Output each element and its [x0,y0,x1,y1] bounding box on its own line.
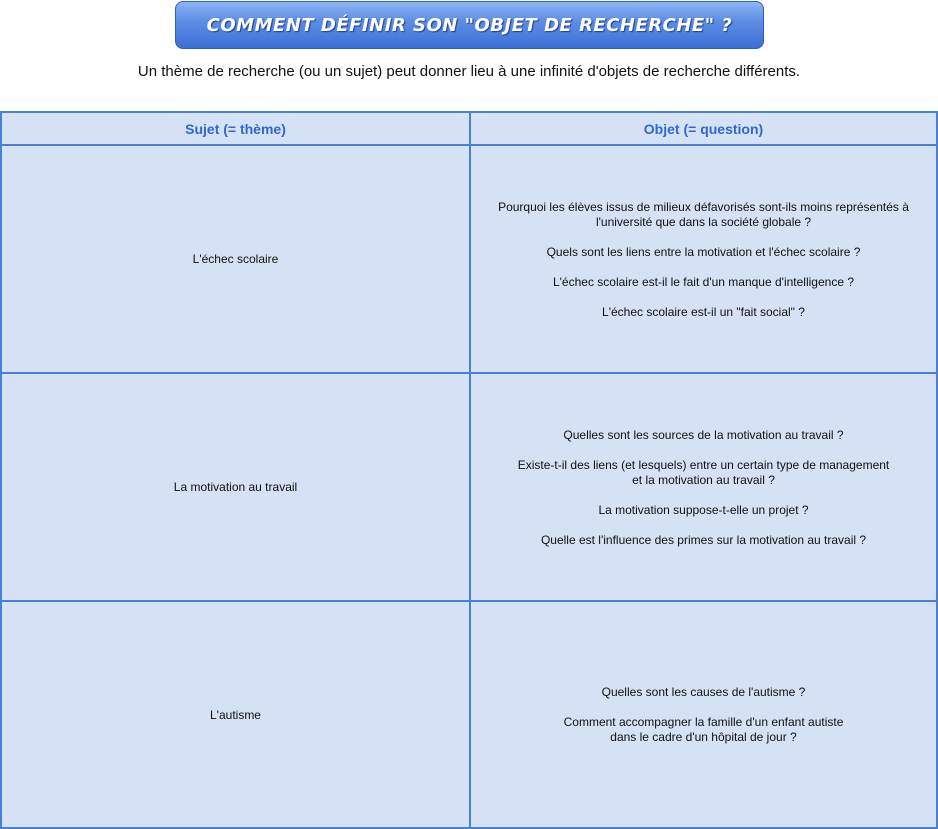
question-item: Pourquoi les élèves issus de milieux défavorisés sont-ils moins représentés à l'université que dans la société globale ? [498,200,909,229]
page-subtitle: Un thème de recherche (ou un sujet) peut donner lieu à une infinité d'objets de recherche différents. [137,63,801,80]
question-item: L'échec scolaire est-il un "fait social" ? [602,305,805,319]
subject-cell: L'échec scolaire [192,252,279,266]
question-item: Quelles sont les sources de la motivation au travail ? [563,428,844,442]
header-object: Objet (= question) [643,120,764,137]
header-subject: Sujet (= thème) [185,120,286,137]
subject-cell: La motivation au travail [173,480,298,494]
questions-cell [471,146,936,372]
question-item: Quelles sont les causes de l'autisme ? [601,684,806,699]
question-item: Comment accompagner la famille d'un enfant autiste dans le cadre d'un hôpital de jour ? [563,714,844,744]
page-title: COMMENT DÉFINIR SON "OBJET DE RECHERCHE" ? [206,14,733,36]
title-banner [175,1,764,49]
question-item: L'échec scolaire est-il le fait d'un manque d'intelligence ? [552,275,855,289]
question-item: Existe-t-il des liens (et lesquels) entre un certain type de management et la motivation au travail ? [517,458,890,487]
research-table [0,111,938,829]
subject-cell: L'autisme [210,707,261,722]
questions-cell [471,602,936,827]
question-item: La motivation suppose-t-elle un projet ? [598,503,809,517]
questions-cell [471,374,936,600]
question-item: Quelle est l'influence des primes sur la motivation au travail ? [540,533,867,547]
question-item: Quels sont les liens entre la motivation et l'échec scolaire ? [546,245,861,259]
